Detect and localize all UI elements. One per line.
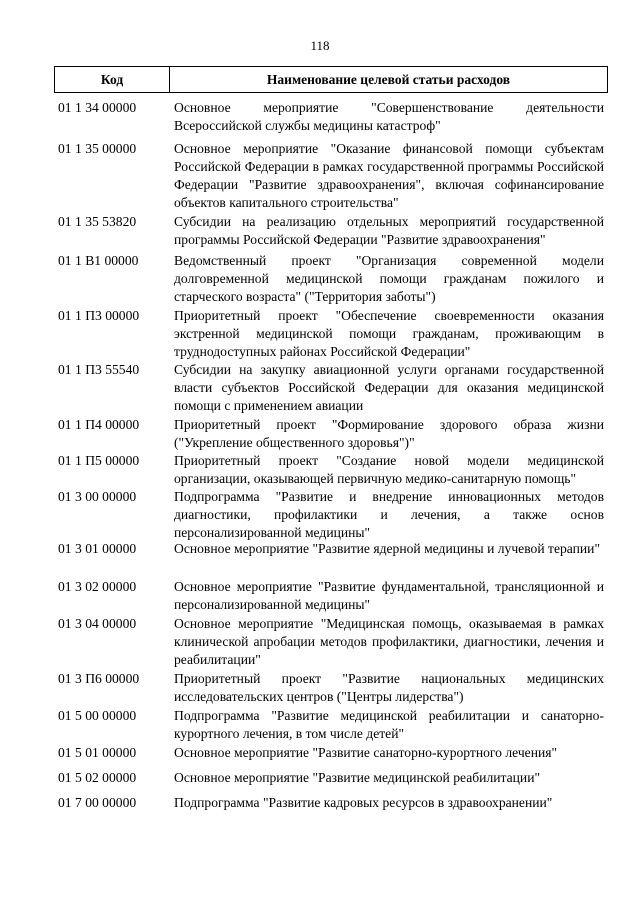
- row-name: Основное мероприятие "Оказание финансовой помощи субъектам Российской Федерации в рамках государственной программы Российской Федерации "Развитие здравоохранения", включая софинансирование объектов капитального строительства": [174, 141, 604, 210]
- row-code: 01 7 00 00000: [58, 795, 137, 810]
- table-row: [58, 578, 604, 614]
- table-row: [58, 416, 604, 452]
- row-name: Подпрограмма "Развитие и внедрение инновационных методов диагностики, профилактики и лечения, а также основ персонализированной медицины": [174, 489, 604, 540]
- row-name: Субсидии на закупку авиационной услуги органами государственной власти субъектов Российской Федерации для оказания медицинской помощи с применением авиации: [174, 362, 604, 413]
- row-code: 01 5 00 00000: [58, 708, 137, 723]
- table-row: [58, 213, 604, 249]
- row-code: 01 1 В1 00000: [58, 253, 139, 268]
- row-name: Основное мероприятие "Развитие медицинской реабилитации": [174, 770, 541, 785]
- table-row: [58, 794, 604, 812]
- table-row: [58, 488, 604, 542]
- row-name: Приоритетный проект "Создание новой модели медицинской организации, оказывающей первичную медико-санитарную помощь": [174, 453, 604, 486]
- row-name: Основное мероприятие "Развитие санаторно-курортного лечения": [174, 745, 558, 760]
- row-name: Ведомственный проект "Организация современной модели долговременной медицинской помощи гражданам пожилого и старческого возраста" ("Территория заботы"): [174, 253, 604, 304]
- table-row: [58, 140, 604, 212]
- row-code: 01 1 П4 00000: [58, 417, 140, 432]
- row-code: 01 3 П6 00000: [58, 671, 140, 686]
- row-name: Приоритетный проект "Формирование здорового образа жизни ("Укрепление общественного здоровья")": [174, 417, 604, 450]
- row-code: 01 3 00 00000: [58, 489, 137, 504]
- table-row: [58, 307, 604, 361]
- row-name: Субсидии на реализацию отдельных мероприятий государственной программы Российской Федерации "Развитие здравоохранения": [174, 214, 604, 247]
- row-code: 01 3 02 00000: [58, 579, 137, 594]
- table-row: [58, 252, 604, 306]
- row-code: 01 3 04 00000: [58, 616, 137, 631]
- table-row: [58, 452, 604, 488]
- table-row: [58, 615, 604, 669]
- row-name: Основное мероприятие "Развитие фундаментальной, трансляционной и персонализированной медицины": [174, 579, 604, 612]
- table-row: [58, 99, 604, 135]
- table-row: [58, 540, 604, 558]
- table-row: [58, 361, 604, 415]
- row-name: Подпрограмма "Развитие кадровых ресурсов в здравоохранении": [174, 795, 553, 810]
- row-code: 01 1 35 00000: [58, 141, 137, 156]
- row-code: 01 5 01 00000: [58, 745, 137, 760]
- table-row: [58, 769, 604, 787]
- row-code: 01 1 П3 00000: [58, 308, 140, 323]
- row-name: Основное мероприятие "Развитие ядерной медицины и лучевой терапии": [174, 541, 601, 556]
- row-code: 01 1 П3 55540: [58, 362, 140, 377]
- header-name: Наименование целевой статьи расходов: [266, 71, 511, 87]
- row-code: 01 1 34 00000: [58, 100, 137, 115]
- table-row: [58, 707, 604, 743]
- row-code: 01 3 01 00000: [58, 541, 137, 556]
- table-row: [58, 670, 604, 706]
- page-number: 118: [310, 38, 330, 53]
- header-code: Код: [55, 67, 170, 92]
- table-row: [58, 744, 604, 762]
- row-name: Подпрограмма "Развитие медицинской реабилитации и санаторно-курортного лечения, в том числе детей": [174, 708, 604, 741]
- row-code: 01 1 35 53820: [58, 214, 137, 229]
- row-name: Приоритетный проект "Развитие национальных медицинских исследовательских центров ("Центры лидерства"): [174, 671, 604, 704]
- row-code: 01 1 П5 00000: [58, 453, 140, 468]
- row-name: Приоритетный проект "Обеспечение своевременности оказания экстренной медицинской помощи гражданам, проживающим в труднодоступных районах Российской Федерации": [174, 308, 604, 359]
- row-name: Основное мероприятие "Медицинская помощь, оказываемая в рамках клинической апробации методов профилактики, диагностики, лечения и реабилитации": [174, 616, 604, 667]
- row-code: 01 5 02 00000: [58, 770, 137, 785]
- row-name: Основное мероприятие "Совершенствование деятельности Всероссийской службы медицины катастроф": [174, 100, 604, 133]
